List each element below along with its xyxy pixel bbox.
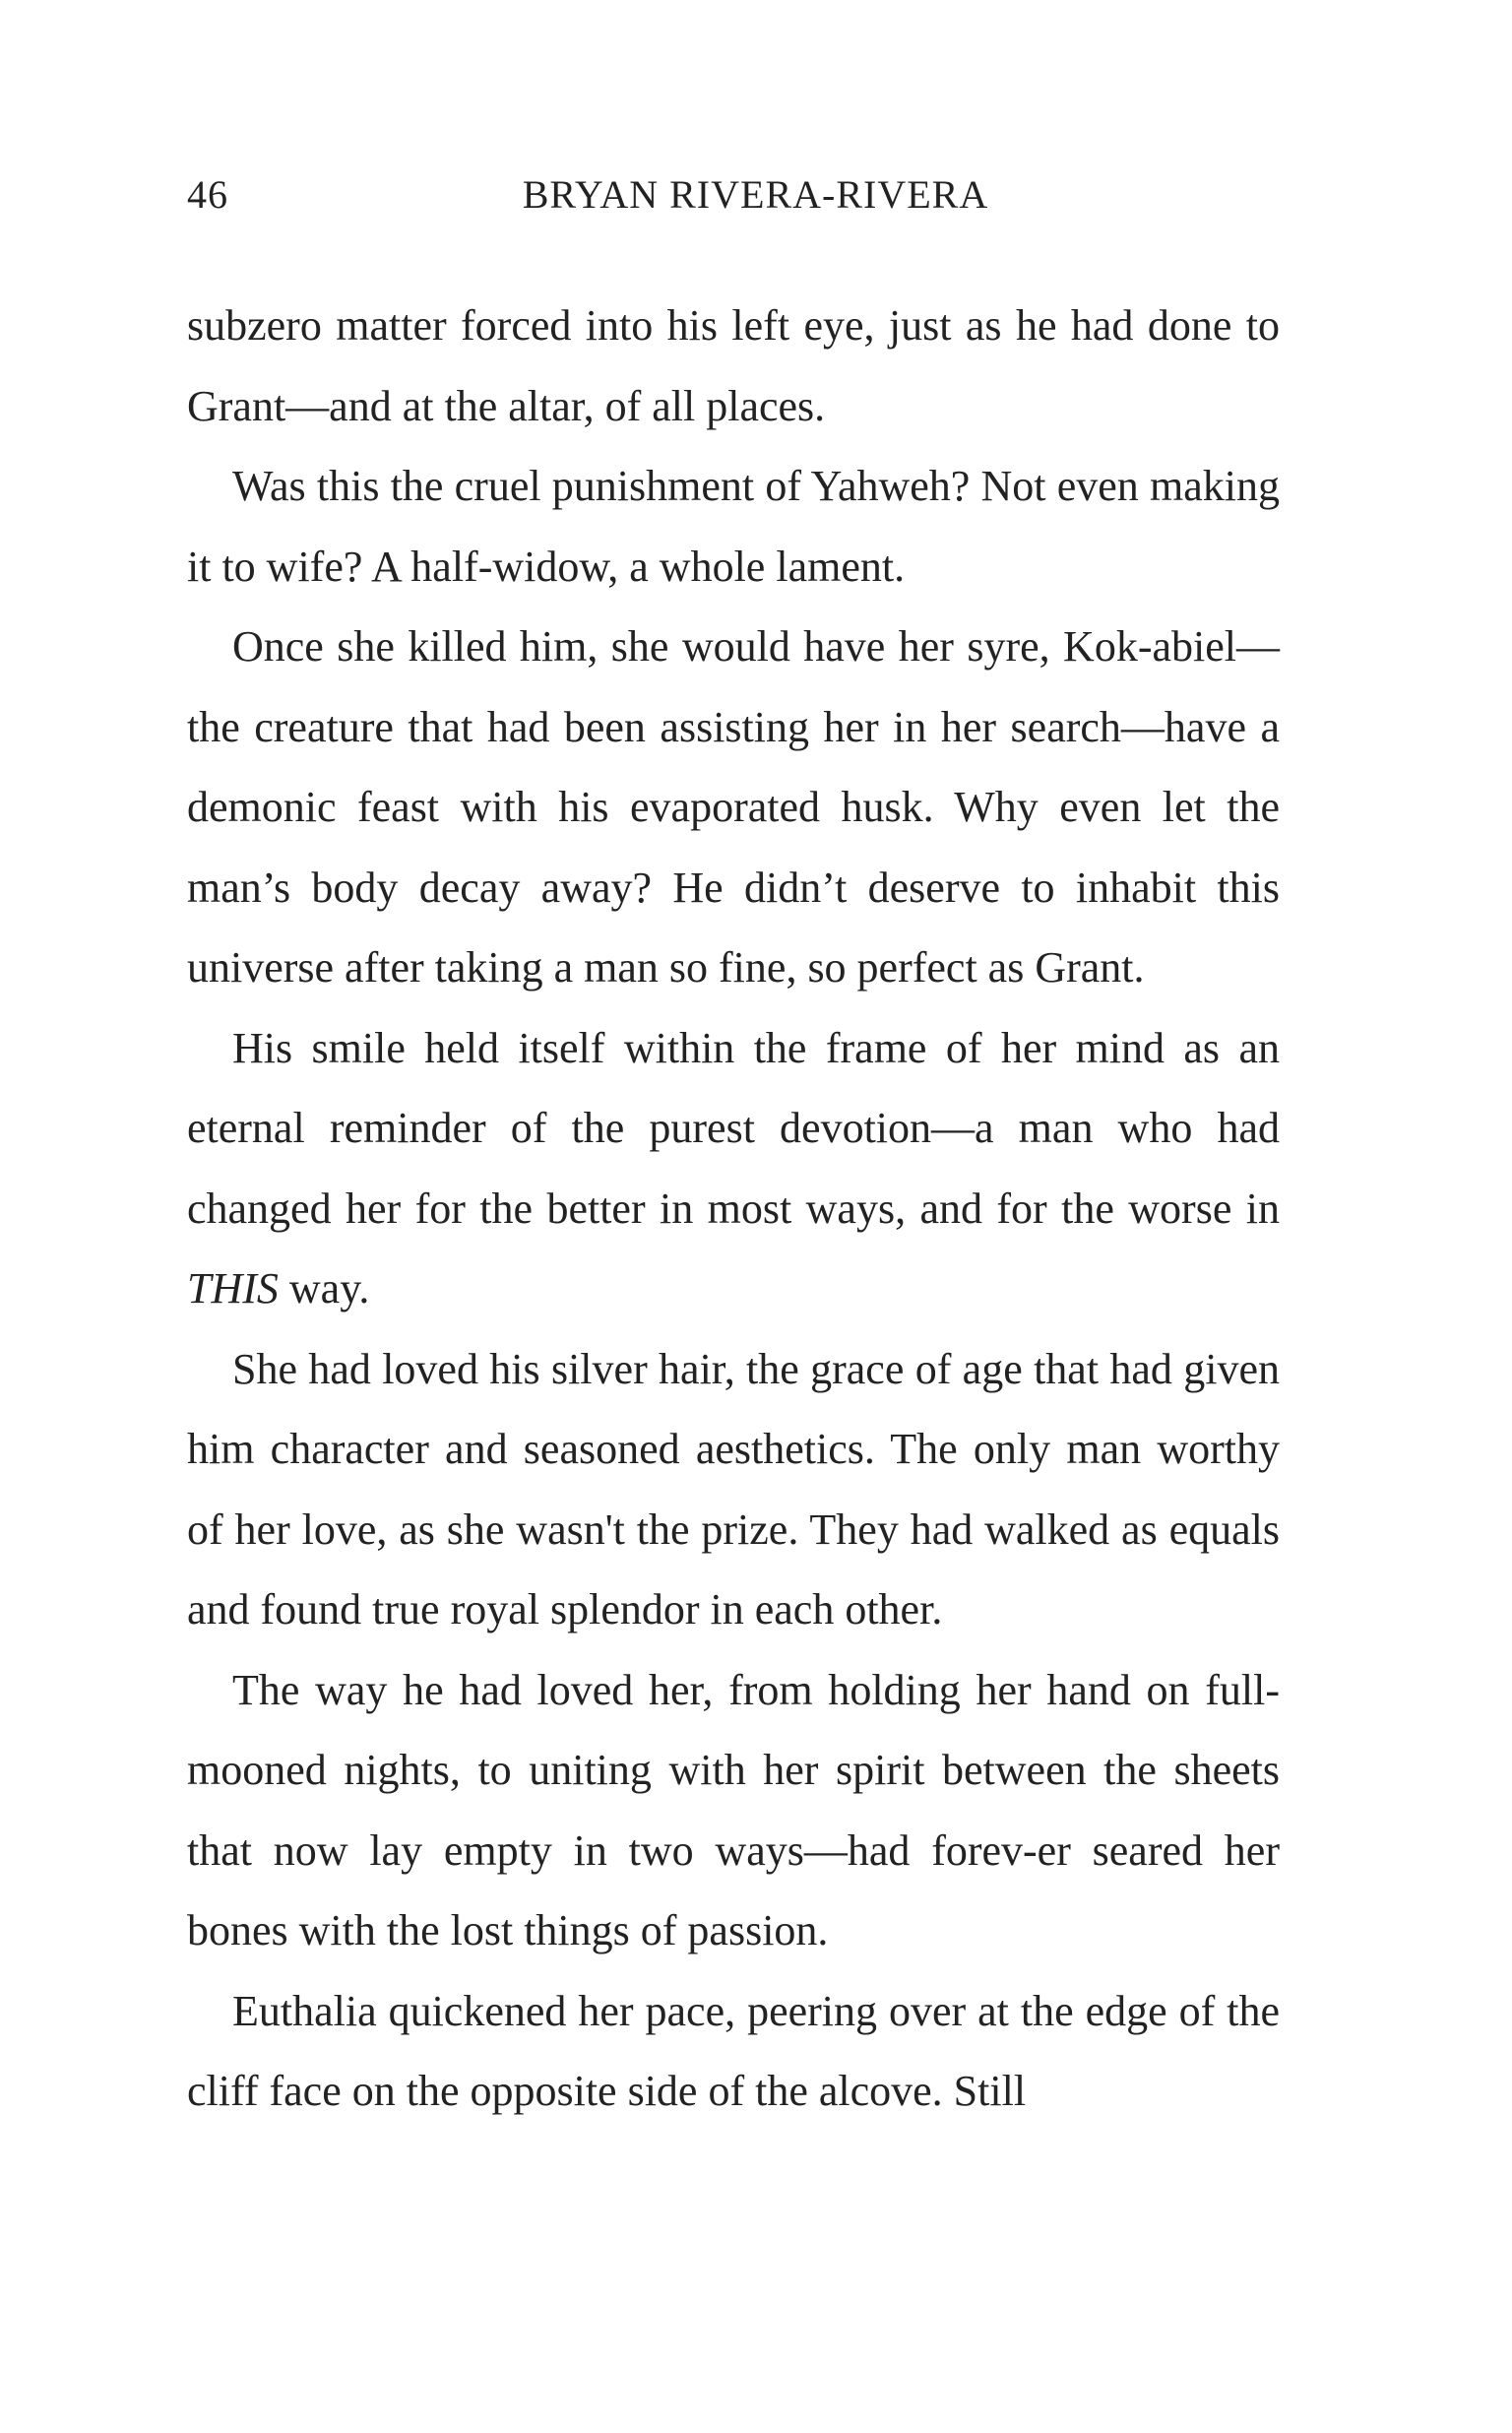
paragraph: subzero matter forced into his left eye, just as he had done to Grant—and at the altar, of all places. <box>187 301 1280 430</box>
paragraph: The way he had loved her, from holding her hand on full-mooned nights, to uniting with her spirit between the sheets that now lay empty in two ways—had forev-er seared her bones with the lost things of passion. <box>187 1665 1280 1954</box>
page-number: 46 <box>187 172 228 217</box>
paragraph: Euthalia quickened her pace, peering over at the edge of the cliff face on the opposite side of the alcove. Still <box>187 1986 1280 2115</box>
body-text <box>187 286 1280 2132</box>
running-head <box>187 158 1275 217</box>
running-title: BRYAN RIVERA-RIVERA <box>522 172 989 217</box>
paragraph-text: His smile held itself within the frame of her mind as an eternal reminder of the purest devotion—a man who had changed her for the better in most ways, and for the worse in <box>187 1023 1280 1233</box>
paragraph: She had loved his silver hair, the grace of age that had given him character and seasoned aesthetics. The only man worthy of her love, as she wasn't the prize. They had walked as equals and found true royal splendor in each other. <box>187 1344 1280 1633</box>
emphasis-text: THIS <box>187 1264 279 1313</box>
paragraph: Once she killed him, she would have her syre, Kok-abiel—the creature that had been assisting her in her search—have a demonic feast with his evaporated husk. Why even let the man’s body decay away? He didn’t deserve to inhabit this universe after taking a man so fine, so perfect as Grant. <box>187 622 1280 992</box>
paragraph <box>187 1008 1280 1329</box>
paragraph: Was this the cruel punishment of Yahweh? Not even making it to wife? A half-widow, a whole lament. <box>187 462 1280 591</box>
paragraph-text: way. <box>278 1264 370 1313</box>
